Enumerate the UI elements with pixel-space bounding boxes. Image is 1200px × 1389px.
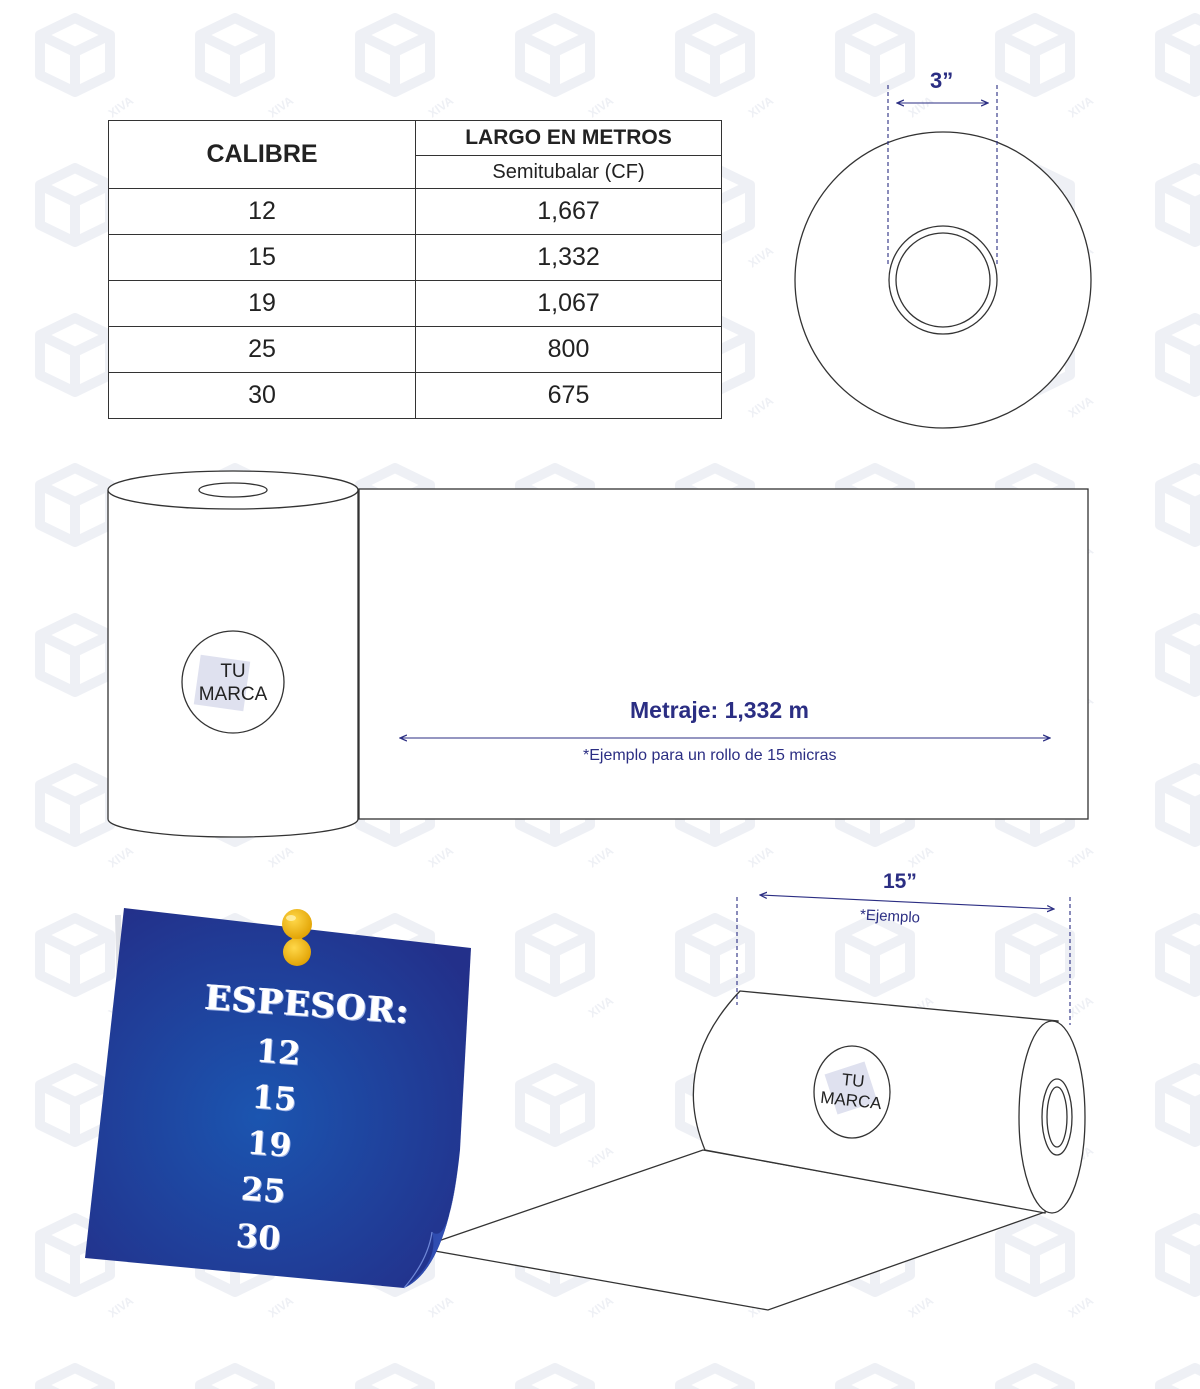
metraje-note: *Ejemplo para un rollo de 15 micras <box>583 747 837 764</box>
width-label: 15” <box>883 870 917 893</box>
table-row <box>109 327 722 373</box>
brand-label-line1: TU <box>840 1069 866 1092</box>
brand-label-side <box>183 660 283 706</box>
calibre-cell: 19 <box>109 281 416 327</box>
largo-cell: 1,332 <box>416 235 722 281</box>
spec-table <box>108 120 722 419</box>
calibre-cell: 15 <box>109 235 416 281</box>
espesor-value: 15 <box>250 1077 298 1119</box>
calibre-cell: 25 <box>109 327 416 373</box>
calibre-cell: 30 <box>109 373 416 419</box>
espesor-title: ESPESOR: <box>203 977 412 1033</box>
calibre-cell: 12 <box>109 189 416 235</box>
brand-label-line2: MARCA <box>198 684 268 705</box>
largo-cell: 800 <box>416 327 722 373</box>
header-largo: LARGO EN METROS <box>416 121 722 156</box>
espesor-value: 30 <box>234 1216 282 1258</box>
roll-side-view <box>108 471 1088 837</box>
brand-label-line1: TU <box>220 661 246 682</box>
table-row <box>109 235 722 281</box>
espesor-value: 12 <box>254 1031 302 1073</box>
largo-cell: 675 <box>416 373 722 419</box>
largo-cell: 1,067 <box>416 281 722 327</box>
core-diameter-label: 3” <box>930 68 954 93</box>
brand-label-line2: MARCA <box>819 1087 883 1114</box>
width-note: *Ejemplo <box>859 906 921 927</box>
header-semitubalar: Semitubalar (CF) <box>416 156 722 189</box>
roll-end-view <box>795 132 1091 428</box>
table-row <box>109 189 722 235</box>
metraje-label: Metraje: 1,332 m <box>630 697 809 723</box>
table-row <box>109 373 722 419</box>
espesor-value: 19 <box>245 1123 293 1165</box>
espesor-value: 25 <box>239 1169 287 1211</box>
largo-cell: 1,667 <box>416 189 722 235</box>
header-calibre: CALIBRE <box>109 121 416 189</box>
roll-perspective-view <box>418 991 1085 1310</box>
table-row <box>109 281 722 327</box>
